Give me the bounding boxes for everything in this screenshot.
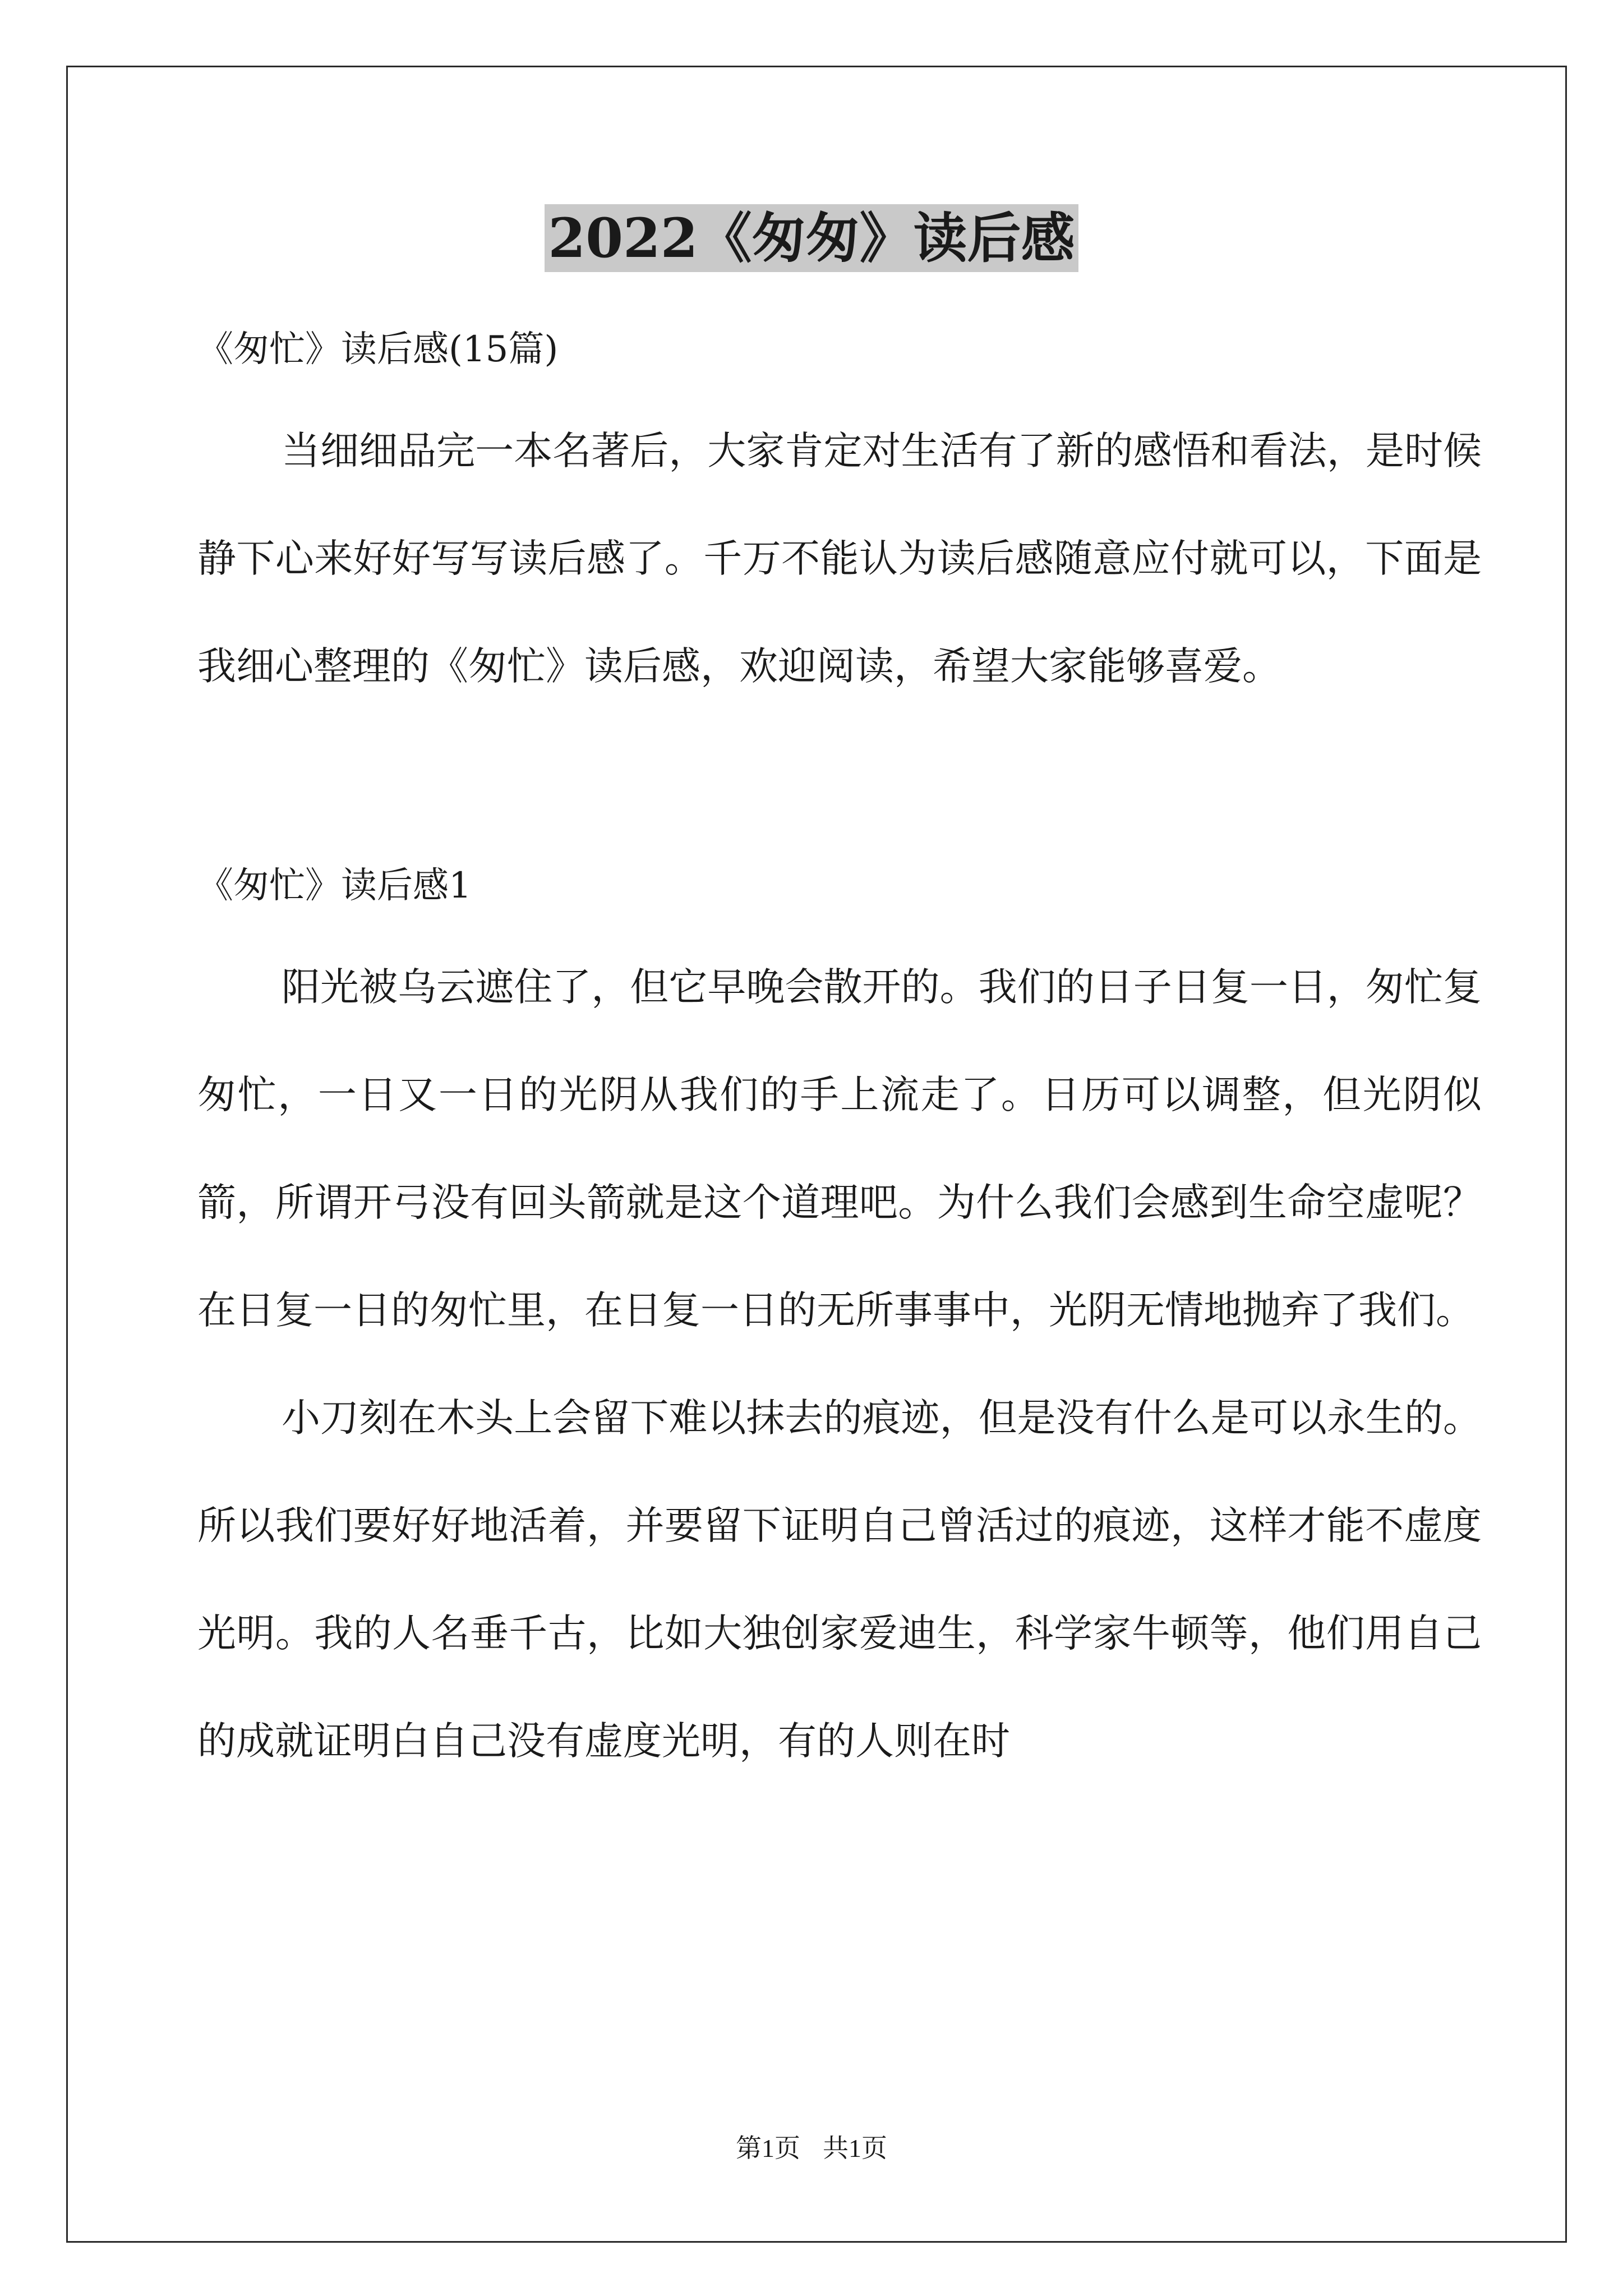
page-footer — [0, 2132, 1623, 2165]
body-paragraph: 小刀刻在木头上会留下难以抹去的痕迹，但是没有什么是可以永生的。所以我们要好好地活着，并要留下证明自己曾活过的痕迹，这样才能不虚度光明。我的人名垂千古，比如大独创家爱迪生，科学家牛顿等，他们用自己的成就证明白自己没有虚度光明，有的人则在时 — [197, 1396, 1482, 1764]
document-title-text: 2022《匆匆》读后感 — [545, 204, 1078, 272]
document-title — [0, 202, 1623, 275]
body-paragraph: 阳光被乌云遮住了，但它早晚会散开的。我们的日子日复一日，匆忙复匆忙，一日又一日的光阴从我们的手上流走了。日历可以调整，但光阴似箭，所谓开弓没有回头箭就是这个道理吧。为什么我们会感到生命空虚呢？在日复一日的匆忙里，在日复一日的无所事事中，光阴无情地抛弃了我们。 — [197, 965, 1482, 1333]
page-number-total: 共1页 — [823, 2134, 887, 2162]
page-number-current: 第1页 — [736, 2134, 800, 2162]
document-body — [197, 302, 1482, 1795]
document-subtitle: 《匆忙》读后感(15篇) — [197, 329, 559, 370]
intro-paragraph: 当细细品完一本名著后，大家肯定对生活有了新的感悟和看法，是时候静下心来好好写写读后感了。千万不能认为读后感随意应付就可以，下面是我细心整理的《匆忙》读后感，欢迎阅读，希望大家能够喜爱。 — [197, 429, 1482, 689]
section-heading: 《匆忙》读后感1 — [197, 865, 472, 907]
